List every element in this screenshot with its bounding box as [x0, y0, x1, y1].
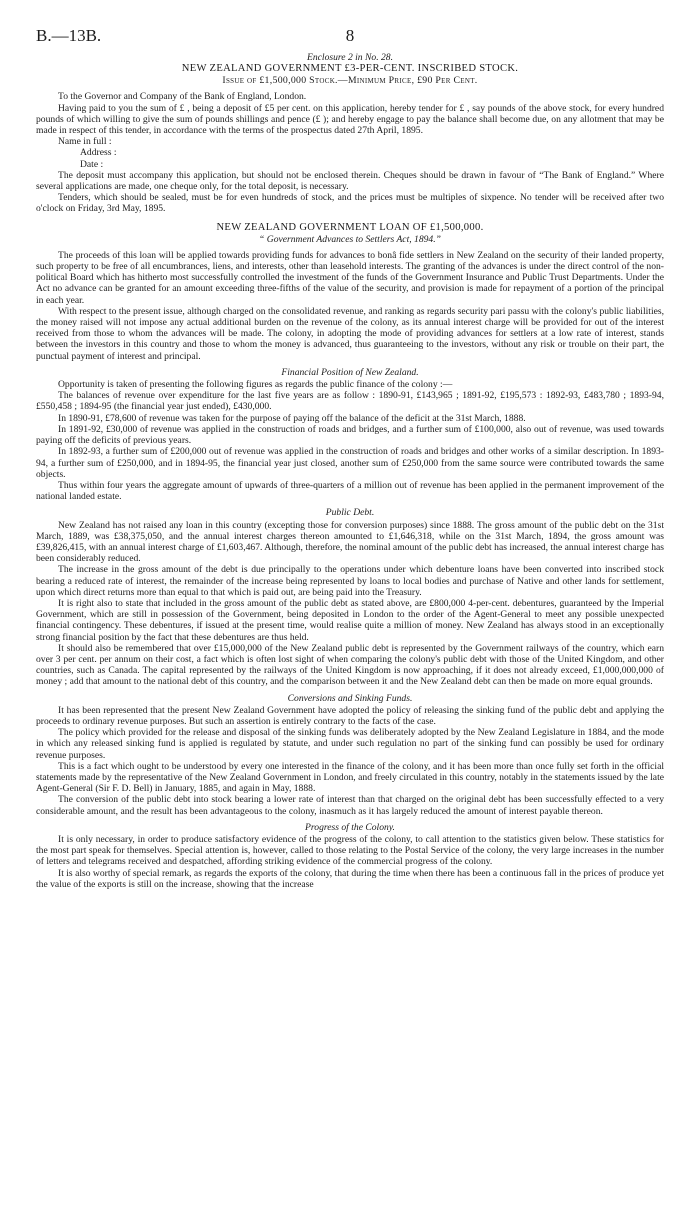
financial-paragraph: Opportunity is taken of presenting the following figures as regards the public finance of the colony :—	[58, 379, 453, 391]
conversions-paragraph: It has been represented that the present New Zealand Government have adopted the policy of releasing the sinking fund of the public debt and applying the proceeds to ordinary revenue purposes. But such an assertion is entirely contrary to the facts of the case.	[36, 704, 664, 727]
public-debt-heading: Public Debt.	[325, 507, 375, 519]
page-header	[36, 26, 664, 52]
address-label: Address :	[80, 147, 117, 159]
progress-paragraph: It is only necessary, in order to produce satisfactory evidence of the progress of the colony, to call attention to the statistics given below. These statistics for the most part speak for themselves. Special attention is, however, called to those relating to the Postal Service of the colony, the very large increases in the number of letters and telegrams received and despatched, affording striking evidence of the commercial progress of the colony.	[36, 834, 664, 868]
deposit-note: The deposit must accompany this application, but should not be enclosed therein. Cheques should be drawn in favour of “The Bank of England.” Where several applications are made, one cheque only, for the total deposit, is necessary.	[36, 169, 664, 193]
debt-paragraph: It should also be remembered that over £15,000,000 of the New Zealand public debt is represented by the Government railways of the country, which earn over 3 per cent. per annum on their cost, a fact which is often lost sight of when comparing the colony's public debt with those of the United Kingdom, and other countries, such as Canada. The capital represented by the railways of the United Kingdom is now approaching, if it does not already exceed, £1,000,000,000 of money ; add that amount to the national debt of this country, and the comparison between it and the New Zealand debt can then be made on more equal grounds.	[36, 642, 664, 688]
debt-paragraph: The increase in the gross amount of the debt is due principally to the operations under which debenture loans have been converted into inscribed stock bearing a reduced rate of interest, the remainder of the increase being represented by loans to local bodies and purchase of Native and other lands for settlement, upon which direct returns more than equal to that which is paid out, are being paid into the Treasury.	[36, 564, 664, 598]
conversions-paragraph: The policy which provided for the release and disposal of the sinking funds was deliberately adopted by the New Zealand Legislature in 1884, and the mode in which any released sinking fund is applied is regulated by statute, and under such regulation no part of the sinking fund can possibly be used for ordinary revenue purposes.	[36, 727, 664, 761]
loan-subtitle: “ Government Advances to Settlers Act, 1894.”	[259, 233, 441, 245]
progress-paragraph: It is also worthy of special remark, as regards the exports of the colony, that during the time when there has been a continuous fall in the prices of produce yet the value of the exports is still on the increase, showing that the increase	[36, 867, 664, 890]
progress-heading: Progress of the Colony.	[305, 821, 395, 833]
debt-paragraph: It is right also to state that included in the gross amount of the public debt as stated above, are £800,000 4-per-cent. debentures, guaranteed by the Imperial Government, which are still in possession of the Government, being deposited in London to the order of the Agent-General to meet any possible unexpected financial contingency. These debentures, if issued at the present time, would realise quite a million of money. New Zealand has always stood in an exceptionally strong financial position by the fact that these debentures are thus held.	[36, 597, 664, 643]
tender-subtitle: Issue of £1,500,000 Stock.—Minimum Price, £90 Per Cent.	[222, 75, 478, 87]
document-page	[36, 26, 664, 890]
loan-title: NEW ZEALAND GOVERNMENT LOAN OF £1,500,000.	[216, 221, 484, 233]
conversions-paragraph: This is a fact which ought to be understood by every one interested in the finance of the colony, and it has been more than once fully set forth in the official statements made by the representative of the New Zealand Government in London, and freely circulated in this country, notably in the statements issued by the late Agent-General (Sir F. D. Bell) in January, 1885, and again in May, 1888.	[36, 760, 664, 795]
tenders-note: Tenders, which should be sealed, must be for even hundreds of stock, and the prices must be multiples of sixpence. No tender will be received after two o'clock on Friday, 3rd May, 1895.	[36, 192, 664, 215]
name-label: Name in full :	[58, 136, 112, 148]
conversions-heading: Conversions and Sinking Funds.	[287, 692, 413, 704]
tender-form-text: Having paid to you the sum of £ , being a deposit of £5 per cent. on this application, hereby tender for £ , say pounds of the above stock, for every hundred pounds of which willing to give the sum of pounds shillings and pence (£ ); and hereby engage to pay the balance shall become due, on any allotment that may be made in respect of this tender, in accordance with the terms of the prospectus dated 27th April, 1895.	[36, 102, 664, 137]
financial-paragraph: The balances of revenue over expenditure for the last five years are as follow : 1890-91, £143,965 ; 1891-92, £195,573 : 1892-93, £483,780 ; 1893-94, £550,458 ; 1894-95 (the financial year just ended), £430,000.	[36, 390, 664, 413]
financial-paragraph: In 1892-93, a further sum of £200,000 out of revenue was applied in the construction of roads and bridges and other works of a similar description. In 1893-94, a further sum of £250,000, and in 1894-95, the financial year just closed, another sum of £250,000 from the same source were contributed towards the same objects.	[36, 446, 664, 480]
tender-address: To the Governor and Company of the Bank of England, London.	[58, 91, 307, 103]
conversions-paragraph: The conversion of the public debt into stock bearing a lower rate of interest than that charged on the original debt has been successfully effected to a very considerable amount, and the result has been advantageous to the colony, inasmuch as it has largely reduced the amount of interest payable thereon.	[36, 794, 664, 817]
financial-paragraph: In 1891-92, £30,000 of revenue was applied in the construction of roads and bridges, and a further sum of £100,000, also out of revenue, was used towards paying off the deficits of previous years.	[36, 423, 664, 447]
page-reference: B.—13B.	[36, 26, 102, 45]
financial-heading: Financial Position of New Zealand.	[281, 366, 419, 378]
financial-paragraph: In 1890-91, £78,600 of revenue was taken for the purpose of paying off the balance of the deficit at the 31st March, 1888.	[58, 412, 526, 424]
financial-paragraph: Thus within four years the aggregate amount of upwards of three-quarters of a million out of revenue has been applied in the permanent improvement of the national landed estate.	[36, 479, 664, 503]
loan-paragraph: The proceeds of this loan will be applied towards providing funds for advances to bonâ fide settlers in New Zealand on the security of their landed property, such property to be free of all encumbrances, liens, and interests, other than leasehold interests. The granting of the advances is under the direct control of the non-political Board which has hitherto most successfully controlled the investment of the funds of the Government Insurance and Public Trust Departments. Under the Act no advance can be granted for an amount exceeding three-fifths of the value of the security, and provision is made for repayment of a portion of the principal in each year.	[36, 249, 664, 306]
enclosure-heading: Enclosure 2 in No. 28.	[307, 52, 393, 63]
debt-paragraph: New Zealand has not raised any loan in this country (excepting those for conversion purposes) since 1888. The gross amount of the public debt on the 31st March, 1889, was £38,375,050, and the annual interest charges thereon amounted to £1,646,318, while on the 31st March, 1894, the gross amount was £39,826,415, with an annual interest charge of £1,603,467. Although, therefore, the nominal amount of the public debt has increased, the annual interest charge has been considerably reduced.	[36, 519, 664, 565]
date-label: Date :	[80, 158, 104, 170]
loan-paragraph: With respect to the present issue, although charged on the consolidated revenue, and ranking as regards security pari passu with the colony's public liabilities, the money raised will not impose any actual additional burden on the revenue of the colony, as its annual interest charge will be provided for out of the interest received from those to whom the advances will be made. The colony, in adopting the mode of providing advances for settlers at a low rate of interest, stands between the investors in this country and those to whom the money is advanced, thus guaranteeing to the investors, without any risk or trouble on their part, the punctual payment of interest and principal.	[36, 305, 664, 362]
tender-title: NEW ZEALAND GOVERNMENT £3-PER-CENT. INSCRIBED STOCK.	[181, 63, 519, 75]
page-number: 8	[345, 26, 355, 45]
